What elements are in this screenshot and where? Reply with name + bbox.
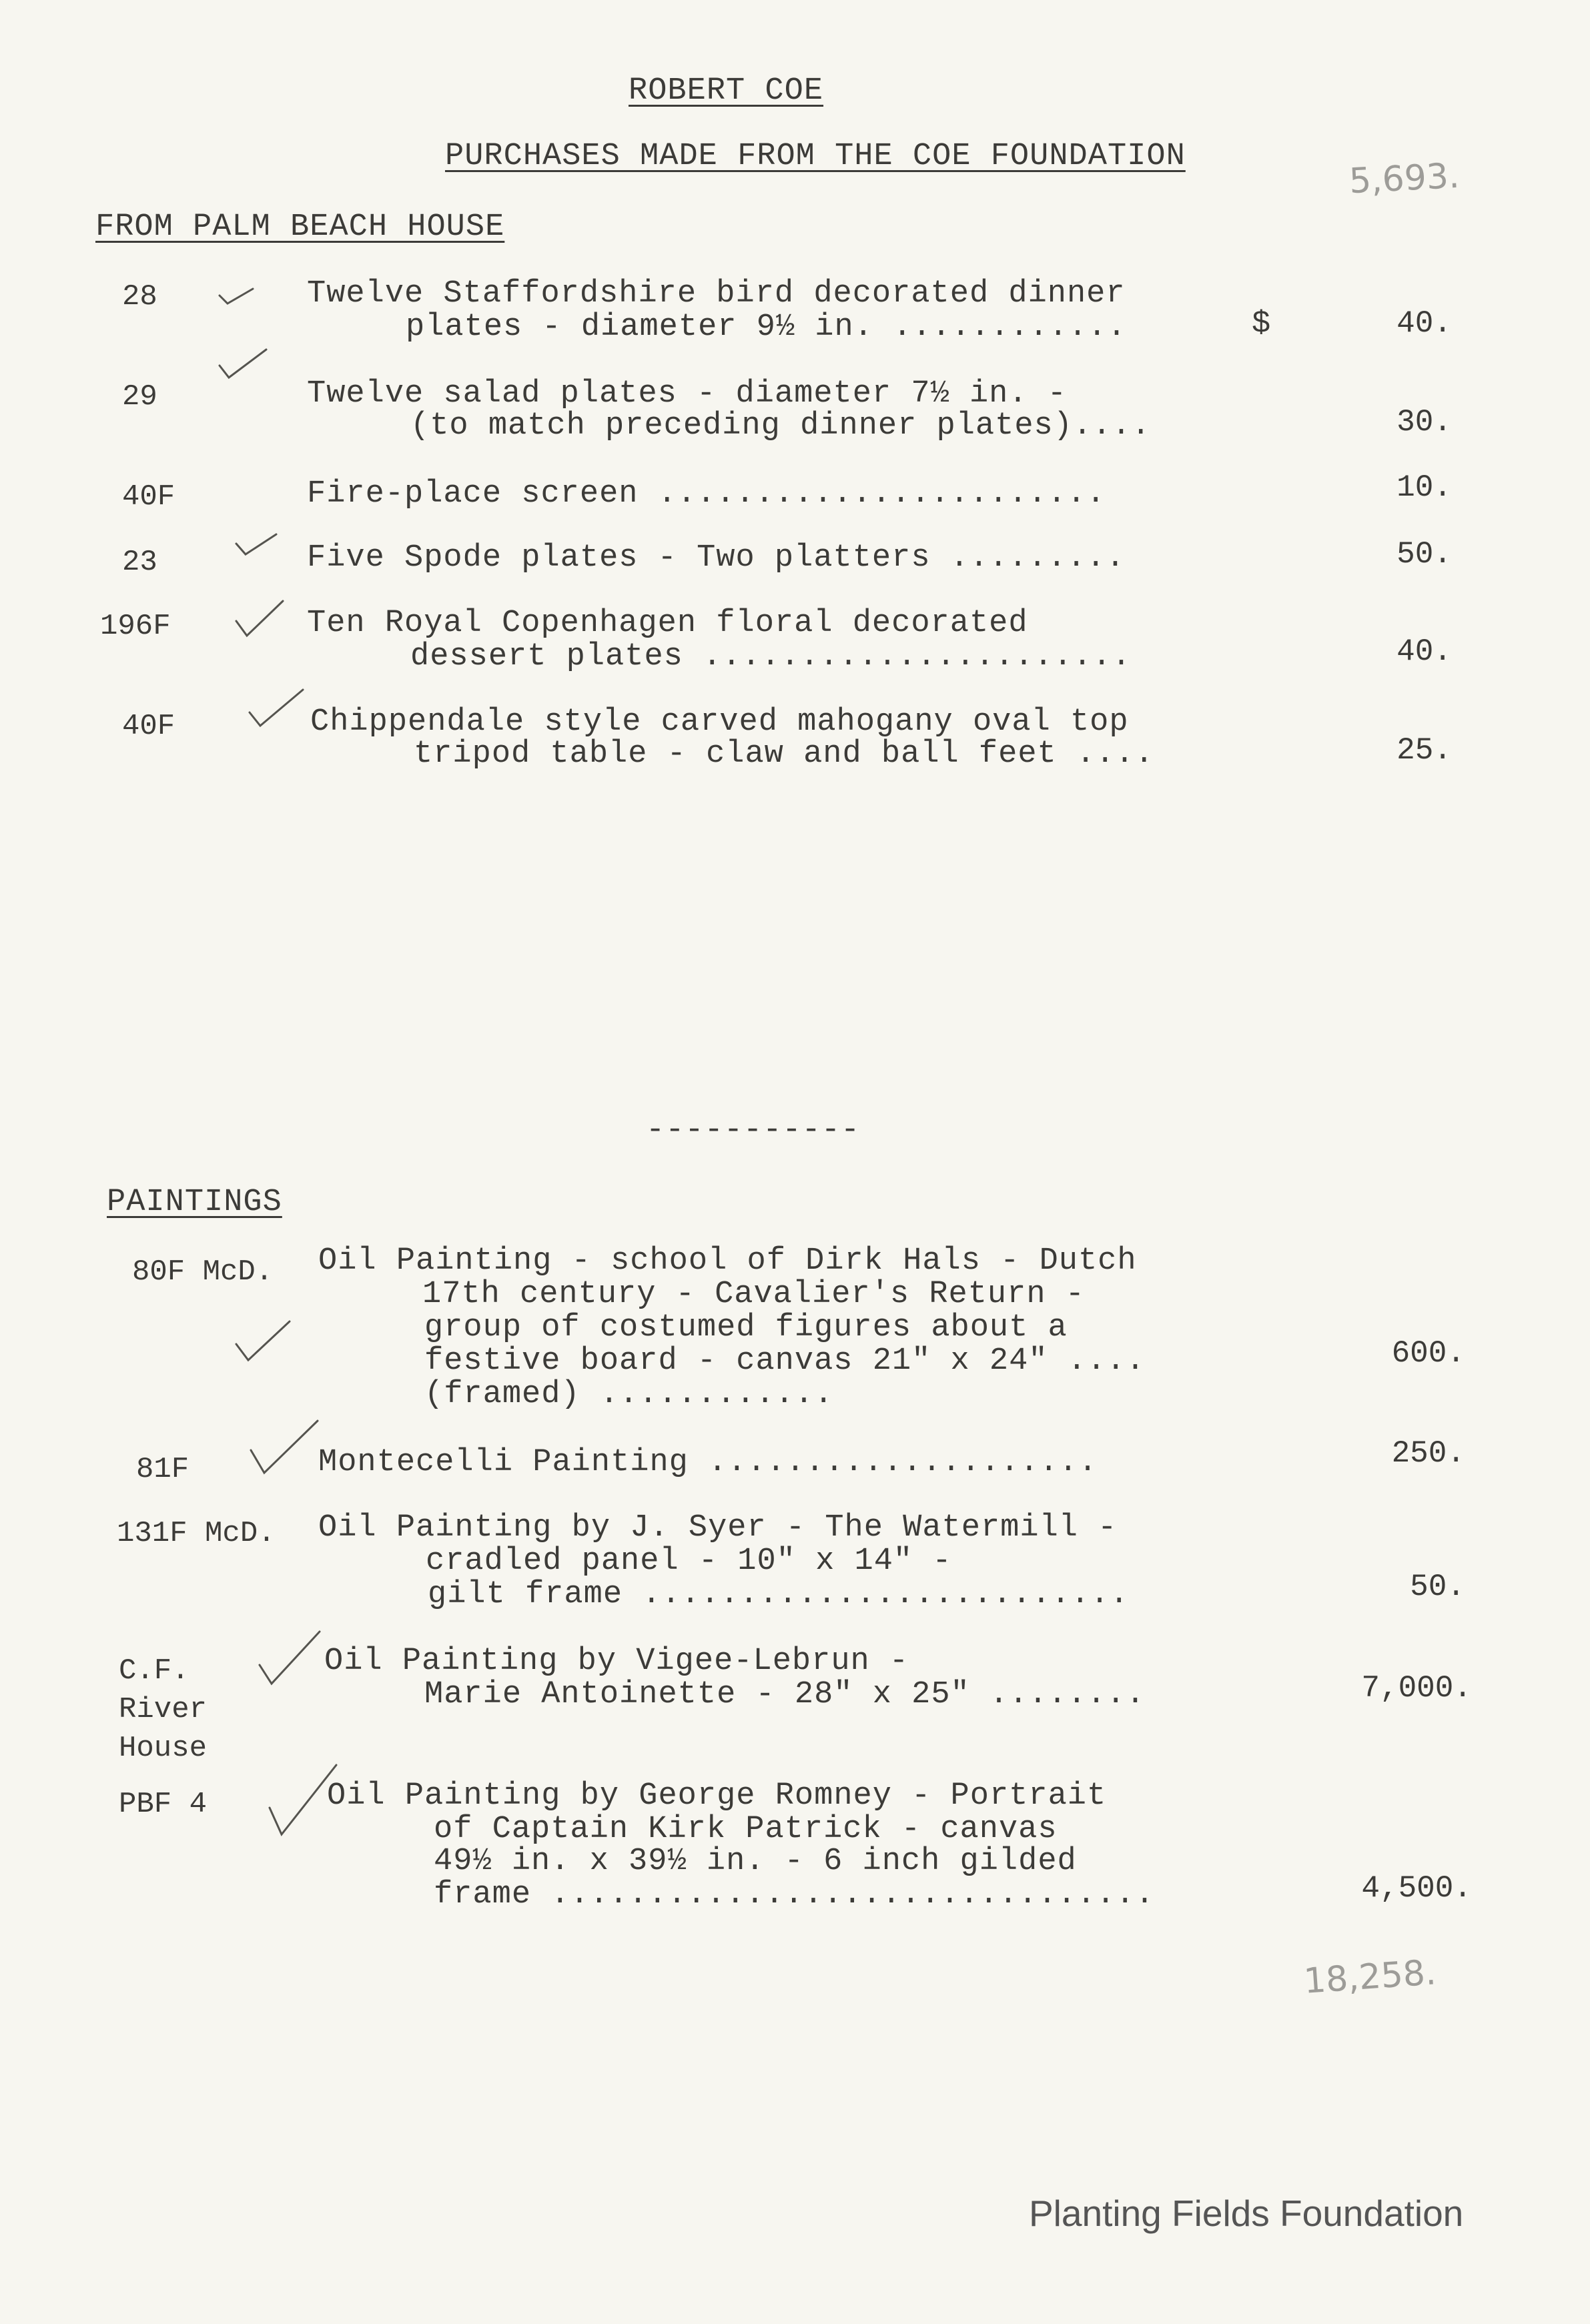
item-amount: 25. (1397, 733, 1452, 768)
check-mark-icon (247, 686, 307, 729)
item-description-line: festive board - canvas 21" x 24" .... (424, 1343, 1146, 1379)
item-amount: 600. (1391, 1336, 1465, 1371)
item-amount: 250. (1391, 1436, 1465, 1471)
item-number: 40F (122, 710, 175, 743)
section-divider: ----------- (646, 1113, 861, 1148)
item-number: 131F McD. (117, 1517, 276, 1550)
check-mark-icon (217, 346, 270, 382)
item-description-line: Chippendale style carved mahogany oval top (310, 704, 1129, 740)
item-amount: 7,000. (1361, 1671, 1472, 1706)
document-title: PURCHASES MADE FROM THE COE FOUNDATION (445, 139, 1186, 174)
item-description-line: gilt frame ......................... (428, 1577, 1130, 1612)
item-amount: 50. (1397, 537, 1452, 572)
item-number: PBF 4 (119, 1788, 208, 1821)
item-amount: 50. (1410, 1570, 1465, 1604)
item-description-line: Twelve Staffordshire bird decorated dinner (307, 276, 1126, 312)
item-number: 80F McD. (132, 1255, 274, 1289)
pencil-total-bottom: 18,258. (1302, 1952, 1438, 2002)
item-amount: 40. (1397, 306, 1452, 341)
item-number: 23 (122, 546, 157, 579)
item-number: 81F (136, 1453, 189, 1486)
item-description-line: Montecelli Painting .................... (318, 1445, 1098, 1480)
item-number: 196F (100, 610, 171, 643)
check-mark-icon (234, 597, 287, 640)
item-description-line: Oil Painting - school of Dirk Hals - Dutch (318, 1243, 1137, 1279)
check-mark-icon (234, 1317, 294, 1364)
section-heading-paintings: PAINTINGS (107, 1185, 282, 1220)
check-mark-icon (257, 1628, 324, 1688)
item-description-line: Fire-place screen ....................... (307, 476, 1106, 512)
currency-symbol: $ (1252, 307, 1272, 342)
item-description-line: plates - diameter 9½ in. ............ (406, 310, 1127, 345)
item-description-line: cradled panel - 10" x 14" - (426, 1544, 952, 1579)
check-mark-icon (267, 1761, 340, 1841)
item-amount: 40. (1397, 634, 1452, 669)
item-description-line: (to match preceding dinner plates).... (410, 408, 1151, 444)
item-description-line: tripod table - claw and ball feet .... (414, 736, 1154, 772)
item-description-line: frame ............................... (434, 1877, 1155, 1912)
item-description-line: group of costumed figures about a (424, 1310, 1068, 1345)
item-number: 28 (122, 280, 157, 314)
item-description-line: Oil Painting by George Romney - Portrait (327, 1778, 1107, 1814)
section-heading-palm-beach: FROM PALM BEACH HOUSE (95, 209, 505, 245)
item-amount: 10. (1397, 470, 1452, 505)
item-description-line: (framed) ............ (424, 1377, 834, 1412)
item-amount: 30. (1397, 405, 1452, 440)
item-number: 29 (122, 380, 157, 414)
check-mark-icon (234, 530, 280, 560)
check-mark-icon (217, 283, 257, 310)
item-description-line: Oil Painting by Vigee-Lebrun - (324, 1644, 909, 1679)
item-description-line: Oil Painting by J. Syer - The Watermill - (318, 1510, 1118, 1546)
check-mark-icon (248, 1417, 322, 1477)
item-description-line: dessert plates ...................... (410, 639, 1132, 674)
pencil-total-top: 5,693. (1348, 155, 1461, 202)
document-name: ROBERT COE (629, 73, 824, 109)
item-location: C.F. River House (119, 1654, 208, 1765)
item-description-line: 49½ in. x 39½ in. - 6 inch gilded (434, 1844, 1077, 1879)
item-description-line: Twelve salad plates - diameter 7½ in. - (307, 376, 1067, 412)
item-description-line: Ten Royal Copenhagen floral decorated (307, 606, 1028, 641)
footer-credit: Planting Fields Foundation (1029, 2193, 1464, 2234)
item-amount: 4,500. (1361, 1871, 1472, 1906)
item-number: 40F (122, 480, 175, 514)
item-description-line: Five Spode plates - Two platters ......... (307, 540, 1126, 576)
item-description-line: 17th century - Cavalier's Return - (422, 1277, 1085, 1312)
item-description-line: Marie Antoinette - 28" x 25" ........ (424, 1677, 1146, 1712)
item-description-line: of Captain Kirk Patrick - canvas (434, 1812, 1058, 1847)
